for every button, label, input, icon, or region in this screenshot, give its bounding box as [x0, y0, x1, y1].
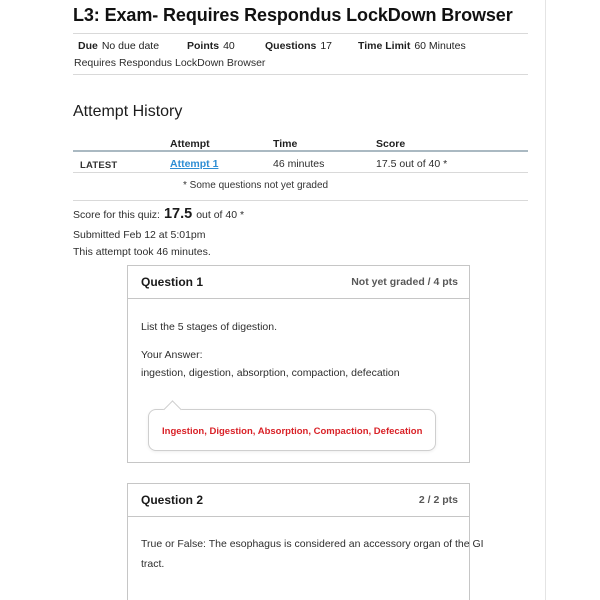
score-suffix: out of 40 *	[196, 209, 245, 221]
quiz-question-count	[265, 40, 332, 52]
attempt-duration: This attempt took 46 minutes.	[73, 246, 211, 258]
question-1-points: Not yet graded / 4 pts	[351, 276, 458, 288]
speech-pointer-icon	[163, 400, 181, 418]
attempt-1-link[interactable]: Attempt 1	[170, 158, 219, 170]
question-2-body	[128, 517, 484, 600]
quiz-time-limit	[358, 40, 466, 52]
attempt-time: 46 minutes	[273, 158, 325, 170]
attempt-history-heading: Attempt History	[73, 103, 183, 120]
divider	[73, 74, 528, 75]
question-2-prompt-line1: True or False: The esophagus is considered an accessory organ of the GI	[141, 538, 484, 550]
lockdown-requirement: Requires Respondus LockDown Browser	[74, 57, 266, 69]
question-card-1	[127, 265, 470, 463]
submitted-date: Submitted Feb 12 at 5:01pm	[73, 229, 206, 241]
table-row-rule	[73, 172, 528, 173]
question-2-points: 2 / 2 pts	[418, 494, 458, 506]
score-value: 17.5	[163, 206, 193, 222]
question-1-header	[128, 266, 469, 299]
question-2-prompt-line2: tract.	[141, 558, 165, 570]
column-header-score: Score	[376, 138, 406, 150]
score-prefix: Score for this quiz:	[73, 209, 160, 221]
grading-footnote: * Some questions not yet graded	[183, 180, 329, 191]
correct-answer-text: Ingestion, Digestion, Absorption, Compaction, Defecation	[162, 426, 423, 437]
attempt-score: 17.5 out of 40 *	[376, 158, 448, 170]
question-1-title: Question 1	[141, 275, 204, 289]
table-header-rule	[73, 150, 528, 152]
questions-label: Questions	[265, 40, 317, 52]
divider	[73, 200, 528, 201]
due-label: Due	[78, 40, 98, 52]
student-answer: ingestion, digestion, absorption, compaction, defecation	[141, 367, 400, 379]
points-value: 40	[223, 40, 235, 52]
time-limit-value: 60 Minutes	[414, 40, 466, 52]
question-1-prompt: List the 5 stages of digestion.	[141, 321, 278, 333]
question-1-body	[128, 299, 469, 462]
divider	[73, 33, 528, 34]
question-2-title: Question 2	[141, 493, 204, 507]
due-value: No due date	[101, 40, 160, 52]
your-answer-label: Your Answer:	[141, 349, 203, 361]
page-edge-divider	[545, 0, 546, 600]
quiz-due	[78, 40, 159, 52]
quiz-score-summary	[73, 206, 244, 222]
questions-value: 17	[320, 40, 333, 52]
correct-answer-bubble	[148, 409, 436, 451]
latest-badge: LATEST	[80, 160, 118, 171]
points-label: Points	[187, 40, 220, 52]
time-limit-label: Time Limit	[358, 40, 411, 52]
quiz-points	[187, 40, 235, 52]
question-2-header	[128, 484, 469, 517]
column-header-time: Time	[273, 138, 298, 150]
column-header-attempt: Attempt	[170, 138, 210, 150]
quiz-title: L3: Exam- Requires Respondus LockDown Browser	[73, 5, 513, 25]
question-card-2	[127, 483, 484, 600]
